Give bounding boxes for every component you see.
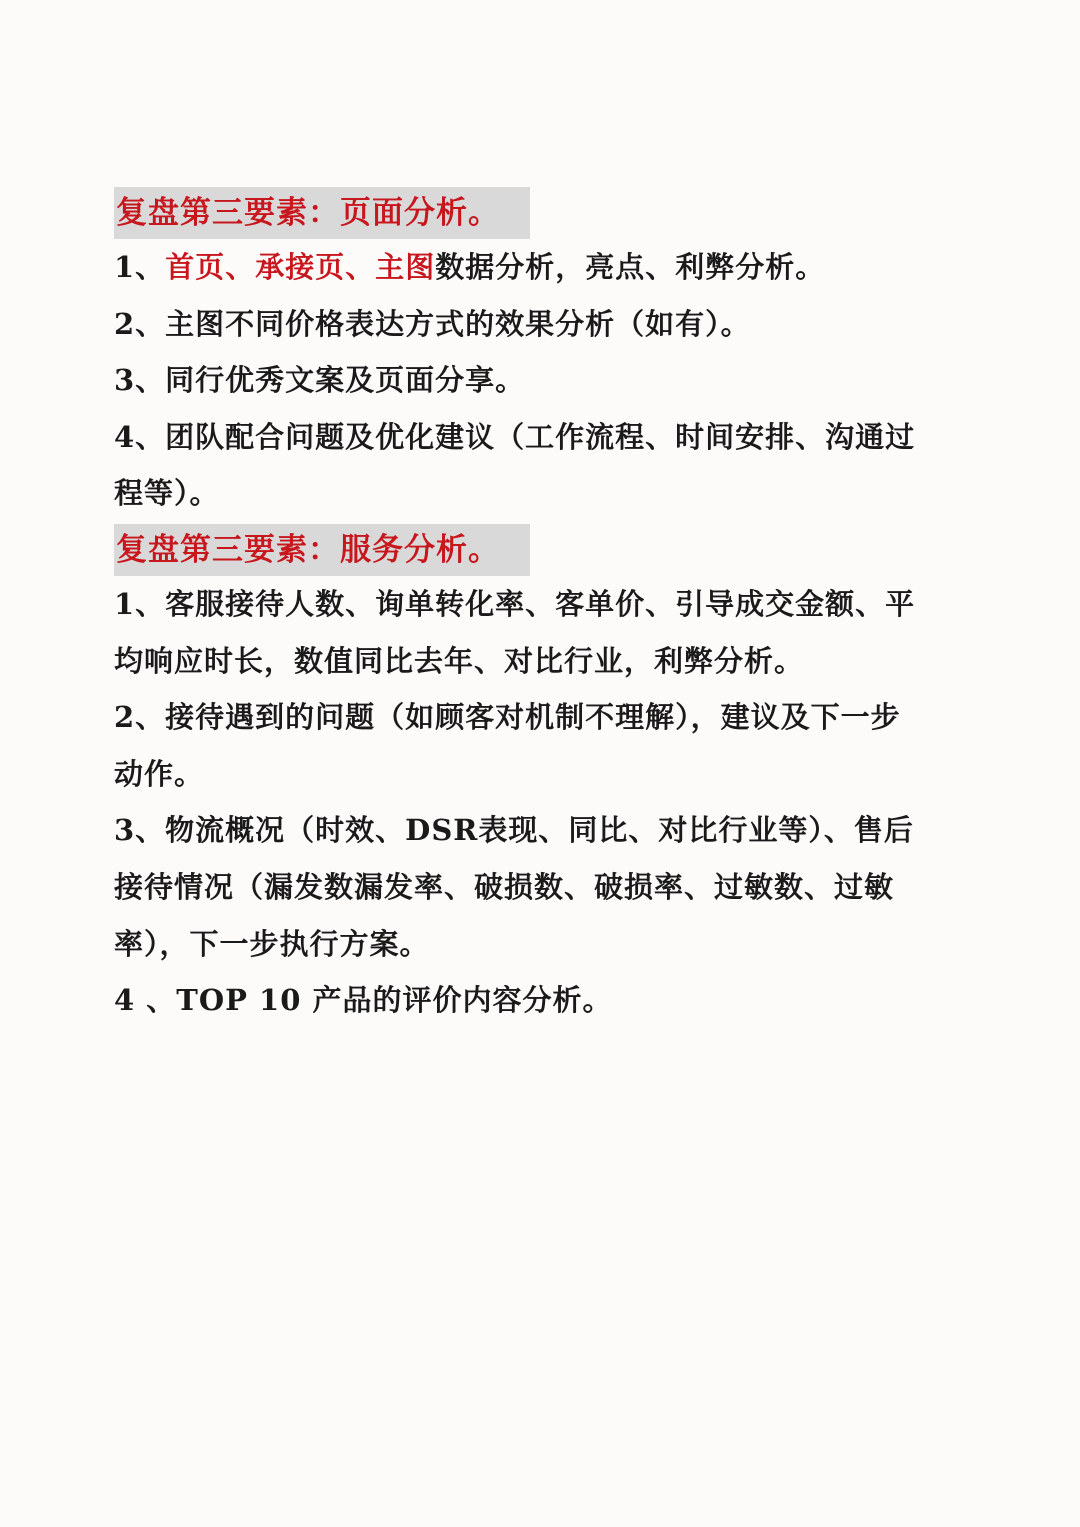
list-item-service-1-line-2: 均响应时长，数值同比去年、对比行业，利弊分析。 xyxy=(114,643,805,678)
list-item-page-4-line-1: 4、团队配合问题及优化建议（工作流程、时间安排、沟通过 xyxy=(114,419,916,454)
section-heading-page-analysis: 复盘第三要素：页面分析。 xyxy=(114,187,530,239)
list-item-service-4: 4 、TOP 10 产品的评价内容分析。 xyxy=(114,983,613,1018)
list-item-page-4-line-2: 程等）。 xyxy=(114,476,220,511)
list-item-service-2-line-1: 2、接待遇到的问题（如顾客对机制不理解），建议及下一步 xyxy=(114,700,901,735)
list-item-service-3-line-1: 3、物流概况（时效、DSR表现、同比、对比行业等）、售后 xyxy=(114,813,914,848)
item-number: 1、 xyxy=(114,250,166,284)
list-item-page-2: 2、主图不同价格表达方式的效果分析（如有）。 xyxy=(114,306,751,341)
list-item-service-1-line-1: 1、客服接待人数、询单转化率、客单价、引导成交金额、平 xyxy=(114,586,916,621)
item-text: 数据分析，亮点、利弊分析。 xyxy=(435,250,826,284)
list-item-page-1 xyxy=(114,239,974,296)
list-item-page-3: 3、同行优秀文案及页面分享。 xyxy=(114,363,526,398)
highlighted-text: 首页、承接页、主图 xyxy=(165,250,436,284)
list-item-service-3-line-3: 率），下一步执行方案。 xyxy=(114,926,430,961)
document-body xyxy=(114,187,974,1029)
list-item-service-2-line-2: 动作。 xyxy=(114,756,205,791)
section-heading-service-analysis: 复盘第三要素：服务分析。 xyxy=(114,524,530,576)
list-item-service-3-line-2: 接待情况（漏发数漏发率、破损数、破损率、过敏数、过敏 xyxy=(114,869,895,904)
